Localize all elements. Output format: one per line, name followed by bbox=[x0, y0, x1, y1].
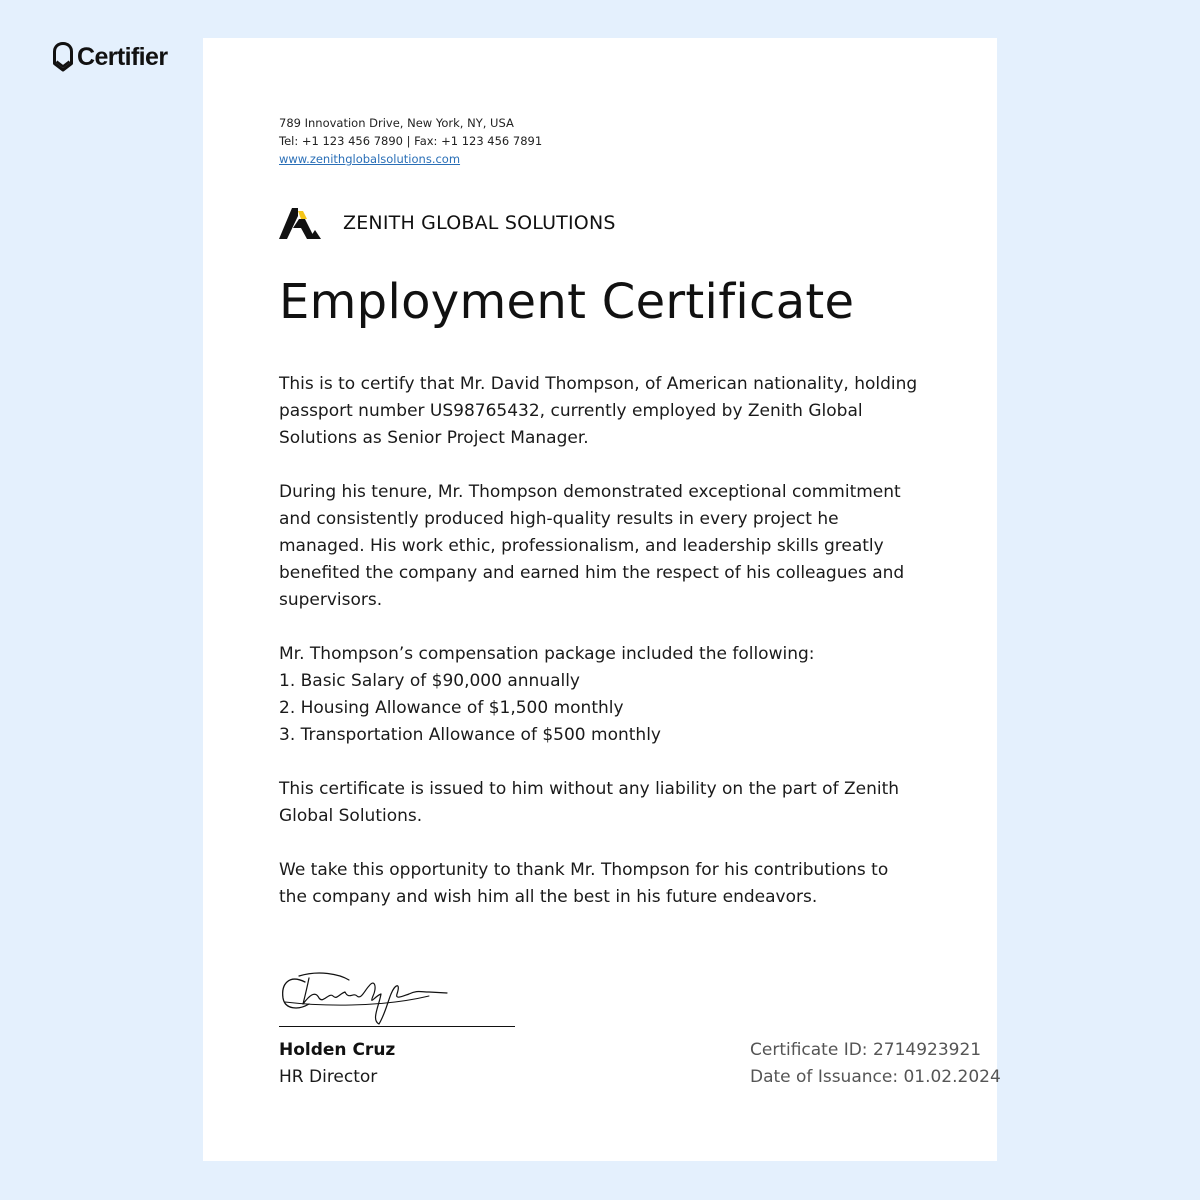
company-address: 789 Innovation Drive, New York, NY, USA bbox=[279, 116, 514, 130]
certificate-meta bbox=[750, 1037, 1001, 1091]
certifier-logo-icon bbox=[52, 41, 74, 73]
liability-paragraph: This certificate is issued to him without any liability on the part of Zenith Global Solutions. bbox=[279, 779, 900, 826]
certificate-sheet bbox=[203, 38, 1001, 1161]
closing-paragraph: We take this opportunity to thank Mr. Thompson for his contributions to the company and wish him all the best in his future endeavors. bbox=[279, 860, 889, 907]
handwritten-signature bbox=[279, 966, 451, 1034]
compensation-item: 1. Basic Salary of $90,000 annually bbox=[279, 671, 580, 691]
certificate-id: Certificate ID: 2714923921 bbox=[750, 1040, 982, 1060]
company-name: ZENITH GLOBAL SOLUTIONS bbox=[343, 212, 616, 234]
performance-paragraph: During his tenure, Mr. Thompson demonstrated exceptional commitment and consistently produced high-quality results in every project he managed. His work ethic, professionalism, and leadership skills greatly benefited the company and earned him the respect of his colleagues and supervisors. bbox=[279, 482, 905, 610]
certification-paragraph: This is to certify that Mr. David Thompson, of American nationality, holding passport number US98765432, currently employed by Zenith Global Solutions as Senior Project Manager. bbox=[279, 374, 918, 448]
certifier-brand-name: Certifier bbox=[77, 42, 168, 71]
company-website-link[interactable]: www.zenithglobalsolutions.com bbox=[279, 152, 461, 166]
compensation-section bbox=[279, 641, 919, 749]
certificate-body bbox=[279, 371, 919, 938]
certifier-brand bbox=[52, 40, 167, 74]
compensation-item: 2. Housing Allowance of $1,500 monthly bbox=[279, 698, 624, 718]
compensation-item: 3. Transportation Allowance of $500 monthly bbox=[279, 725, 661, 745]
signature-line bbox=[279, 1026, 515, 1027]
compensation-intro: Mr. Thompson’s compensation package included the following: bbox=[279, 644, 815, 664]
company-header bbox=[279, 206, 616, 240]
signer-role: HR Director bbox=[279, 1067, 378, 1087]
zenith-logo-icon bbox=[279, 206, 321, 240]
issue-date: Date of Issuance: 01.02.2024 bbox=[750, 1067, 1001, 1087]
company-phone-fax: Tel: +1 123 456 7890 | Fax: +1 123 456 7891 bbox=[279, 134, 543, 148]
company-contact bbox=[279, 114, 542, 168]
certificate-title: Employment Certificate bbox=[279, 274, 855, 330]
signer-name: Holden Cruz bbox=[279, 1040, 396, 1060]
